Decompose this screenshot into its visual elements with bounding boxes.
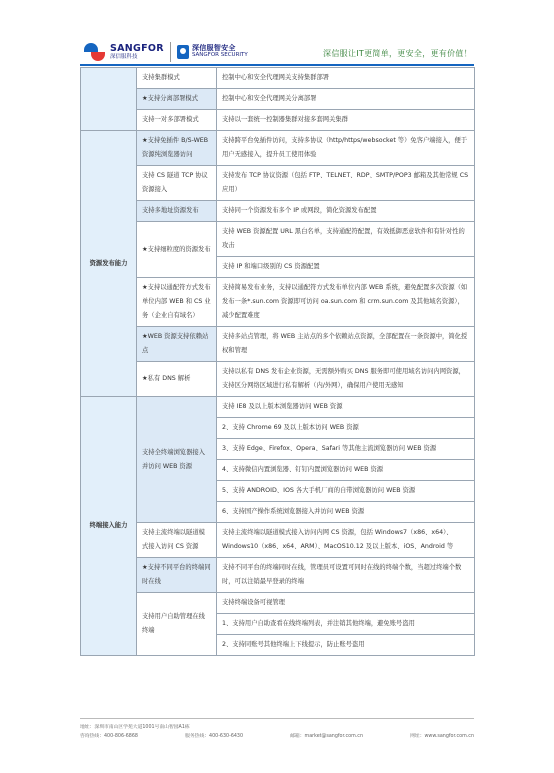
table-row bbox=[81, 68, 475, 89]
description-cell: 控制中心和安全代理网关分离部署 bbox=[217, 89, 475, 110]
description-cell: 6、支持国产操作系统浏览器接入并访问 WEB 资源 bbox=[217, 502, 475, 523]
brand-name-cn: 深信服科技 bbox=[110, 53, 138, 60]
category-cell bbox=[81, 68, 137, 131]
description-cell: 支持主流终端以隧道模式接入访问内网 CS 资源，包括 Windows7（x86、x64）、Windows10（x86、x64、ARM）、MacOS10.12 及以上版本、iOS、Android 等 bbox=[217, 523, 475, 558]
table-row bbox=[81, 166, 475, 201]
footer-website[interactable]: 网址：www.sangfor.com.cn bbox=[410, 734, 474, 739]
feature-cell: ★私有 DNS 解析 bbox=[137, 362, 217, 397]
description-cell: 支持同一个资源发布多个 IP 或网段，简化资源发布配置 bbox=[217, 201, 475, 222]
sub-brand-en: SANGFOR SECURITY bbox=[191, 52, 248, 59]
feature-cell: 支持多地址资源发布 bbox=[137, 201, 217, 222]
table-row bbox=[81, 593, 475, 614]
description-cell: 控制中心和安全代理网关支持集群部署 bbox=[217, 68, 475, 89]
brand-name-en: SANGFOR bbox=[110, 43, 164, 54]
feature-cell: ★支持免插件 B/S-WEB 资源纯浏览器访问 bbox=[137, 131, 217, 166]
description-cell: 支持跨平台免插件访问，支持多协议（http/https/websocket 等）免客户端接入，便于用户无感接入，提升员工使用体验 bbox=[217, 131, 475, 166]
description-cell: 2、支持同账号其他终端上下线提示，防止账号盗用 bbox=[217, 635, 475, 656]
footer-email[interactable]: 邮箱：market@sangfor.com.cn bbox=[290, 734, 363, 739]
table-row bbox=[81, 201, 475, 222]
sangfor-logo-icon bbox=[84, 43, 106, 61]
table-row bbox=[81, 222, 475, 257]
description-cell: 4、支持微信内置浏览器、钉钉内置浏览器访问 WEB 资源 bbox=[217, 460, 475, 481]
description-cell: 支持 IE8 及以上版本浏览器访问 WEB 资源 bbox=[217, 397, 475, 418]
feature-cell: 支持主流终端以隧道模式接入访问 CS 资源 bbox=[137, 523, 217, 558]
description-cell: 支持不同平台的终端同时在线，管理员可设置可同时在线的终端个数，当超过终端个数时，可以注销最早登录的终端 bbox=[217, 558, 475, 593]
logo-divider bbox=[170, 42, 171, 62]
security-logo-icon bbox=[177, 45, 189, 59]
footer-service: 服务热线：400-630-6430 bbox=[185, 734, 244, 739]
table-row bbox=[81, 110, 475, 131]
feature-cell: ★WEB 资源支持依赖站点 bbox=[137, 327, 217, 362]
footer-rule bbox=[80, 718, 474, 719]
footer-address: 地址：深圳市南山区学苑大道1001号南山智园A1栋 bbox=[80, 725, 190, 730]
feature-cell: ★支持分离部署模式 bbox=[137, 89, 217, 110]
table-row bbox=[81, 131, 475, 166]
category-cell: 终端接入能力 bbox=[81, 397, 137, 656]
category-cell: 资源发布能力 bbox=[81, 131, 137, 397]
table-row bbox=[81, 278, 475, 327]
description-cell: 支持简易发布业务，支持以通配符方式发布单位内部 WEB 系统，避免配置多次资源（如发布一条*.sun.com 资源即可访问 oa.sun.com 和 crm.sun.com 及其他域名资源），减少配置难度 bbox=[217, 278, 475, 327]
table-row bbox=[81, 397, 475, 418]
description-cell: 支持以一套统一控制器集群对接多套网关集群 bbox=[217, 110, 475, 131]
feature-cell: 支持集群模式 bbox=[137, 68, 217, 89]
description-cell: 支持 IP 和端口级别的 CS 资源配置 bbox=[217, 257, 475, 278]
page-footer bbox=[80, 718, 474, 742]
page-header bbox=[0, 0, 554, 66]
table-row bbox=[81, 362, 475, 397]
sangfor-logo bbox=[84, 42, 248, 62]
feature-cell: ★支持不同平台的终端同时在线 bbox=[137, 558, 217, 593]
description-cell: 支持发布 TCP 协议资源（包括 FTP、TELNET、RDP、SMTP/POP3 邮箱及其他常规 CS 应用） bbox=[217, 166, 475, 201]
feature-cell: ★支持细粒度的资源发布 bbox=[137, 222, 217, 278]
description-cell: 支持多站点管理，将 WEB 主站点的多个依赖站点资源，全部配置在一条资源中，简化授权和管理 bbox=[217, 327, 475, 362]
feature-cell: 支持用户自助管理在线终端 bbox=[137, 593, 217, 656]
description-cell: 5、支持 ANDROID、IOS 各大手机厂商的自带浏览器访问 WEB 资源 bbox=[217, 481, 475, 502]
header-rule bbox=[80, 64, 474, 66]
table-row bbox=[81, 523, 475, 558]
description-cell: 1、支持用户自助查看在线终端列表，并注销其他终端，避免账号盗用 bbox=[217, 614, 475, 635]
footer-hotline: 咨询热线：400-806-6868 bbox=[80, 734, 138, 739]
description-cell: 3、支持 Edge、Firefox、Opera、Safari 等其他主流浏览器访问 WEB 资源 bbox=[217, 439, 475, 460]
table-row bbox=[81, 327, 475, 362]
feature-cell: 支持一对多部署模式 bbox=[137, 110, 217, 131]
feature-cell: 支持 CS 隧道 TCP 协议资源接入 bbox=[137, 166, 217, 201]
spec-table bbox=[80, 67, 475, 656]
description-cell: 2、支持 Chrome 69 及以上版本访问 WEB 资源 bbox=[217, 418, 475, 439]
slogan: 深信服让IT更简单，更安全，更有价值！ bbox=[323, 49, 472, 58]
table-row bbox=[81, 558, 475, 593]
description-cell: 支持终端设备可视管理 bbox=[217, 593, 475, 614]
feature-cell: 支持全终端浏览器接入并访问 WEB 资源 bbox=[137, 397, 217, 523]
description-cell: 支持以私有 DNS 发布企业资源，无需额外购买 DNS 服务即可使用域名访问内网资源，支持区分网络区域进行私有解析（内/外网），确保用户使用无感知 bbox=[217, 362, 475, 397]
table-row bbox=[81, 89, 475, 110]
sub-brand-cn: 深信服智安全 bbox=[191, 44, 236, 53]
feature-cell: ★支持以通配符方式发布单位内部 WEB 和 CS 业务（企业自有域名） bbox=[137, 278, 217, 327]
description-cell: 支持 WEB 资源配置 URL 黑白名单，支持通配符配置，有效抵御恶意软件和有针对性的攻击 bbox=[217, 222, 475, 257]
